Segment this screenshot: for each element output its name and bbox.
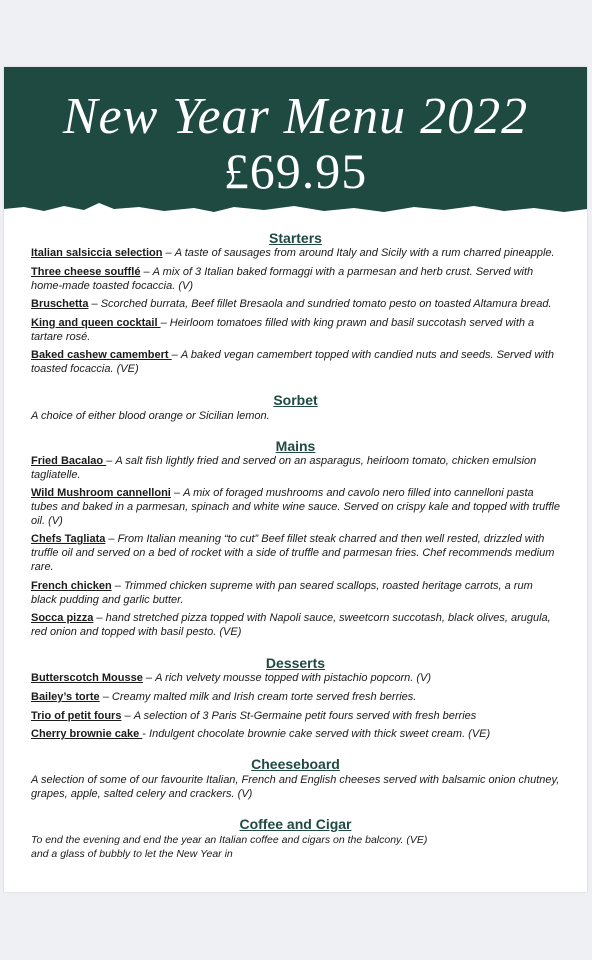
section-title-desserts: Desserts [265, 655, 326, 671]
menu-sheet [4, 67, 587, 892]
item-name: Italian salsiccia selection [31, 247, 163, 259]
item-description: Trimmed chicken supreme with pan seared scallops, roasted heritage carrots, a rum black pudding and garlic butter. [31, 580, 533, 606]
menu-item: French chicken – Trimmed chicken supreme with pan seared scallops, roasted heritage carrots, a rum black pudding and garlic butter. [31, 580, 533, 606]
item-description: Scorched burrata, Beef fillet Bresaola and sundried tomato pesto on toasted Altamura bread. [100, 298, 552, 310]
header-banner [4, 67, 587, 227]
coffee-description: To end the evening and end the year an Italian coffee and cigars on the balcony. (VE) [31, 834, 428, 846]
menu-item: King and queen cocktail – Heirloom tomatoes filled with king prawn and basil succotash served with a tartare rosé. [31, 317, 535, 343]
item-description: Heirloom tomatoes filled with king prawn and basil succotash served with a tartare rosé. [31, 317, 535, 343]
item-name: French chicken [31, 580, 112, 592]
item-name: Three cheese soufflé [31, 266, 141, 278]
item-name: Chefs Tagliata [31, 533, 106, 545]
menu-item: Fried Bacalao – A salt fish lightly fried and served on an asparagus, heirloom tomato, chicken emulsion tagliatelle. [31, 455, 537, 481]
menu-item: Italian salsiccia selection – A taste of sausages from around Italy and Sicily with a rum charred pineapple. [31, 247, 555, 259]
item-description: A selection of 3 Paris St-Germaine petit fours served with fresh berries [133, 710, 477, 722]
section-title-mains: Mains [275, 438, 316, 454]
menu-item: Cherry brownie cake - Indulgent chocolate brownie cake served with thick sweet cream. (VE) [31, 728, 491, 740]
menu-price: £69.95 [223, 143, 368, 199]
menu-item: Socca pizza – hand stretched pizza topped with Napoli sauce, sweetcorn succotash, black olives, arugula, red onion and topped with basil pesto. (VE) [31, 612, 551, 638]
item-name: Trio of petit fours [31, 710, 122, 722]
item-description: A baked vegan camembert topped with candied nuts and seeds. Served with toasted focaccia. (VE) [31, 349, 555, 375]
item-description: A taste of sausages from around Italy and Sicily with a rum charred pineapple. [174, 247, 555, 259]
item-name: Fried Bacalao [31, 455, 107, 467]
section-title-coffee: Coffee and Cigar [239, 816, 352, 832]
section-title-cheeseboard: Cheeseboard [251, 756, 340, 772]
menu-item: Wild Mushroom cannelloni – A mix of foraged mushrooms and cavolo nero filled into cannelloni pasta tubes and baked in a parmesan, spinach and white wine sauce. Served on crispy kale and topped with truffle oil. (V) [31, 487, 560, 527]
item-name: King and queen cocktail [31, 317, 161, 329]
section-title-starters: Starters [269, 230, 322, 246]
menu-item: Trio of petit fours – A selection of 3 Paris St-Germaine petit fours served with fresh berries [31, 710, 477, 722]
menu-title: New Year Menu 2022 [62, 88, 529, 145]
menu-item: Bruschetta – Scorched burrata, Beef fillet Bresaola and sundried tomato pesto on toasted Altamura bread. [31, 298, 552, 310]
item-name: Cherry brownie cake [31, 728, 143, 740]
item-description: hand stretched pizza topped with Napoli sauce, sweetcorn succotash, black olives, arugula, red onion and topped with basil pesto. (VE) [31, 612, 551, 638]
item-name: Bailey’s torte [31, 691, 100, 703]
cheeseboard-description: A selection of some of our favourite Italian, French and English cheeses served with balsamic onion chutney, grapes, apple, salted celery and crackers. (V) [31, 774, 560, 800]
item-description: Creamy malted milk and Irish cream torte served fresh berries. [111, 691, 417, 703]
item-name: Bruschetta [31, 298, 89, 310]
item-description: A salt fish lightly fried and served on an asparagus, heirloom tomato, chicken emulsion tagliatelle. [31, 455, 537, 481]
item-name: Butterscotch Mousse [31, 672, 143, 684]
item-name: Wild Mushroom cannelloni [31, 487, 171, 499]
item-name: Baked cashew camembert [31, 349, 172, 361]
item-description: Indulgent chocolate brownie cake served with thick sweet cream. (VE) [149, 728, 491, 740]
item-description: From Italian meaning “to cut” Beef fillet steak charred and then well rested, drizzled with truffle oil and served on a bed of rocket with a side of truffle and parmesan fries. Chef recommends medium rare. [31, 533, 555, 573]
item-description: A mix of 3 Italian baked formaggi with a parmesan and herb crust. Served with home-made toasted focaccia. (V) [31, 266, 534, 292]
menu-item: Butterscotch Mousse – A rich velvety mousse topped with pistachio popcorn. (V) [31, 672, 432, 684]
sorbet-description: A choice of either blood orange or Sicilian lemon. [31, 410, 270, 422]
section-title-sorbet: Sorbet [273, 392, 318, 408]
menu-item: Baked cashew camembert – A baked vegan camembert topped with candied nuts and seeds. Served with toasted focaccia. (VE) [31, 349, 555, 375]
menu-item: Bailey’s torte – Creamy malted milk and Irish cream torte served fresh berries. [31, 691, 417, 703]
coffee-description-line2: and a glass of bubbly to let the New Year in [31, 848, 233, 860]
menu-item: Three cheese soufflé – A mix of 3 Italian baked formaggi with a parmesan and herb crust. Served with home-made toasted focaccia. (V) [31, 266, 534, 292]
menu-item: Chefs Tagliata – From Italian meaning “to cut” Beef fillet steak charred and then well rested, drizzled with truffle oil and served on a bed of rocket with a side of truffle and parmesan fries. Chef recommends medium rare. [31, 533, 555, 573]
item-description: A mix of foraged mushrooms and cavolo nero filled into cannelloni pasta tubes and baked in a parmesan, spinach and white wine sauce. Served on crispy kale and topped with truffle oil. (V) [31, 487, 560, 527]
item-name: Socca pizza [31, 612, 94, 624]
item-description: A rich velvety mousse topped with pistachio popcorn. (V) [155, 672, 432, 684]
